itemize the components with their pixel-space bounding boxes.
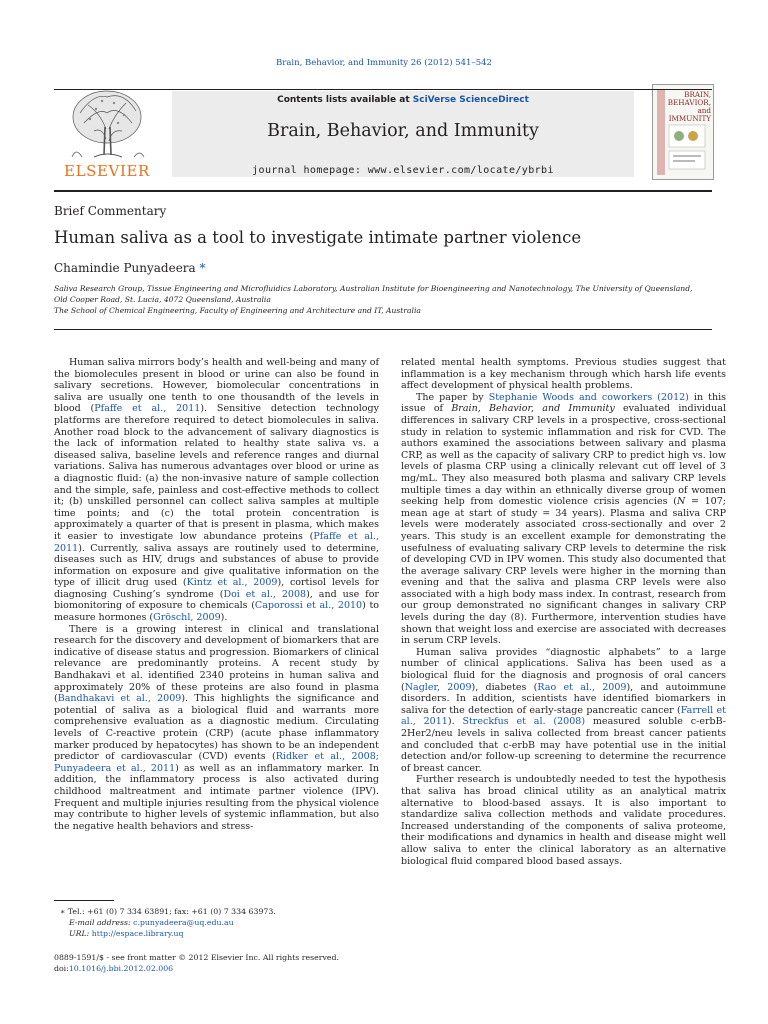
citation-link[interactable]: Rao et al., 2009 [537,681,627,693]
copyright-block [54,952,384,974]
journal-cover-thumbnail[interactable] [652,84,714,180]
footnote-url-line [54,928,384,939]
citation-link[interactable]: Streckfus et al. (2008) [462,716,586,728]
publisher-wordmark: ELSEVIER [64,162,150,180]
citation-link[interactable]: Gröschl, 2009 [153,612,221,624]
contents-prefix: Contents lists available at [277,95,413,105]
footnote-tel: ∗ Tel.: +61 (0) 7 334 63891; fax: +61 (0) 7 334 63973. [60,907,276,916]
text: = 107; mean age at start of study = 34 years). Plasma and saliva CRP levels were moderately associated cross-sectionally and over 2 years. This study is an excellent example for demonstrating the usefulness of evaluating salivary CRP levels to determine the risk of developing CVD in IPV women. This study also documented that the average salivary CRP levels were higher in the morning than evening and that the saliva and plasma CRP levels were also associated with a high body mass index. In contrast, research from our group demonstrated no significant changes in salivary CRP levels during the day (8). Furthermore, intervention studies have shown that weight loss and exercise are associated with decreases in serum CRP levels. [401,496,726,647]
text: There is a growing interest in clinical and translational research for the discovery and development of biomarkers that are indicative of disease status and progression. Biomarkers of clinical relevance are predominantly proteins. A recent study by Bandhakavi et al. identified 2340 proteins in human saliva and approximately 20% of these proteins are also found in plasma ( [54,623,379,705]
citation-link[interactable]: Nagler, 2009 [404,681,472,693]
affiliation-line-3: The School of Chemical Engineering, Faculty of Engineering and Architecture and IT, Australia [54,306,421,316]
text: ). Sensitive detection technology platforms are therefore required to detect biomolecules in saliva. Another road block to the advancement of salivary diagnostics is the lack of information related to healthy state saliva vs. a diseased saliva, baseline levels and reference ranges and diurnal variations. Saliva has numerous advantages over blood or urine as a diagnostic fluid: (a) the non-invasive nature of sample collection and the simple, safe, painless and cost-effective methods to collect it; (b) unskilled personnel can collect saliva samples at multiple time points; and (c) the total protein concentration is approximately a quarter of that is present in plasma, which makes it easier to investigate low abundance proteins ( [54,403,379,542]
body-column-right [401,357,726,867]
text: ), diabetes ( [471,681,538,693]
homepage-prefix: journal homepage: [252,165,368,176]
cover-title-line-2: BEHAVIOR, [667,98,711,107]
footnote-email-line [54,917,384,928]
email-label: E-mail address: [69,918,131,927]
doi-prefix: doi: [54,964,69,973]
email-link[interactable]: c.punyadeera@uq.edu.au [133,918,234,927]
citation-link[interactable]: Ridker et al., 2008; Punyadeera et al., 2011 [54,751,379,774]
sciencedirect-link[interactable]: SciVerse ScienceDirect [412,95,529,105]
body-column-left [54,357,379,832]
text: ) as well as an inflammatory marker. In addition, the inflammatory process is also activated during childhood maltreatment and intimate partner violence (IPV). Frequent and multiple injuries resulting from the physical violence may contribute to higher levels of systemic inflammation, but also the negative health behaviors and stress- [54,762,379,832]
text: in this issue of [401,391,726,415]
article-type: Brief Commentary [54,204,167,218]
doi-link[interactable]: 10.1016/j.bbi.2012.02.006 [68,964,174,973]
citation-link[interactable]: Stephanie Woods and coworkers (2012) [488,391,689,403]
cover-title-line-1: BRAIN, [684,90,711,99]
copyright-line: 0889-1591/$ - see front matter © 2012 Elsevier Inc. All rights reserved. [54,953,339,962]
cover-art-icon [653,85,713,179]
text: ). [220,612,228,624]
url-label: URL: [69,929,90,938]
text: related mental health symptoms. Previous studies suggest that inflammation is a key mechanism through which harsh life events affect development of physical health problems. [401,357,726,392]
author-name: Chamindie Punyadeera [54,261,196,275]
text: evaluated individual differences in salivary CRP levels in a prospective, cross-sectional study in relation to systemic inflammation and risk for CVD. The authors examined the associations between salivary and plasma CRP, as well as the capacity of salivary CRP to predict high vs. low levels of plasma CRP using a clinically relevant cut off level of 3 mg/mL. They also measured both plasma and salivary CRP levels multiple times a day within an ethnically diverse group of women seeking help from domestic violence crisis agencies ( [401,403,726,508]
masthead-rule [54,190,712,192]
text: ). This highlights the significance and potential of saliva as a biological fluid and warrants more comprehensive evaluation as a diagnostic medium. Circulating levels of C-reactive protein (CRP) (acute phase inflammatory marker produced by hepatocytes) has shown to be an independent predictor of cardiovascular (CVD) events ( [54,693,379,763]
text: ), cortisol levels for diagnosing Cushing’s syndrome ( [54,577,379,600]
paragraph-4 [401,647,726,775]
text: N [676,496,686,508]
doi-line [54,963,384,974]
paragraph-2-continued [401,357,726,392]
text: Further research is undoubtedly needed to test the hypothesis that saliva has broad clinical utility as an analytical matrix alternative to blood-based assays. It is also important to standardize saliva collection methods and validate procedures. Increased understanding of the components of saliva proteome, their modifications and dynamics in health and disease might well allow saliva to enter the clinical laboratory as an alternative biological fluid compared blood based assays. [401,774,726,867]
citation-link[interactable]: Pfaffe et al., 2011 [54,530,379,554]
author-footnote-mark[interactable]: * [199,261,206,275]
text: ). Currently, saliva assays are routinely used to determine, diseases such as HIV, drugs and substances of abuse to provide information on exposure and give qualitative information on the type of illicit drug used ( [54,542,379,589]
citation-link[interactable]: Kintz et al., 2009 [186,577,278,589]
journal-name-inline: Brain, Behavior, and Immunity [451,403,615,415]
top-rule [54,89,712,90]
cover-title-line-3: and IMMUNITY [668,106,711,123]
text: ) to measure hormones ( [54,600,380,624]
author-footnote [54,906,384,939]
affiliations [54,283,714,317]
citation-link[interactable]: Caporossi et al., 2010 [254,600,363,612]
journal-homepage [172,165,634,176]
text: ), and autoimmune disorders. In addition, scientists have identified biomarkers in saliva for the detection of early-stage pancreatic cancer ( [401,681,726,716]
affiliation-line-1: Saliva Research Group, Tissue Engineering and Microfluidics Laboratory, Australian Institute for Bioengineering and Nanotechnology, The University of Queensland, [54,284,693,293]
paragraph-5 [401,774,726,867]
citation-link[interactable]: Pfaffe et al., 2011 [94,403,201,415]
text: ). [447,716,463,728]
url-link[interactable]: http://espace.library.uq [91,929,184,938]
text: measured soluble c-erbB-2Her2/neu levels in saliva collected from breast cancer patients and concluded that c-erbB may have potential use in the initial detection and/or follow-up screening to determine the recurrence of breast cancer. [401,716,726,774]
text: The paper by [416,391,489,403]
text: Human saliva provides “diagnostic alphabets” to a large number of clinical applications. Saliva has been used as a biological fluid for the diagnosis and prognosis of oral cancers ( [401,646,726,693]
journal-name: Brain, Behavior, and Immunity [267,121,539,141]
author-line [54,261,206,275]
homepage-url[interactable]: www.elsevier.com/locate/ybrbi [367,165,554,176]
article-title: Human saliva as a tool to investigate intimate partner violence [54,228,582,247]
header-rule [54,329,712,330]
contents-line [172,95,634,105]
paragraph-1 [54,357,379,624]
elsevier-logo[interactable] [54,83,160,181]
paragraph-3 [401,392,726,647]
text: Human saliva mirrors body’s health and well-being and many of the biomolecules present in blood or urine can also be found in salivary secretions. However, biomolecular concentrations in saliva are usually one tenth to one thousandth of the levels in blood ( [54,357,379,415]
affiliation-line-2: Old Cooper Road, St. Lucia, 4072 Queensland, Australia [54,295,271,305]
footnote-rule [54,900,114,901]
text: ), and use for biomonitoring of exposure to chemicals ( [54,588,379,612]
citation-link[interactable]: Bandhakavi et al., 2009 [57,693,182,705]
journal-citation[interactable]: Brain, Behavior, and Immunity 26 (2012) 541–542 [276,58,492,68]
citation-link[interactable]: Farrell et al., 2011 [401,704,726,728]
citation-link[interactable]: Doi et al., 2008 [223,588,307,600]
paragraph-2 [54,624,379,833]
